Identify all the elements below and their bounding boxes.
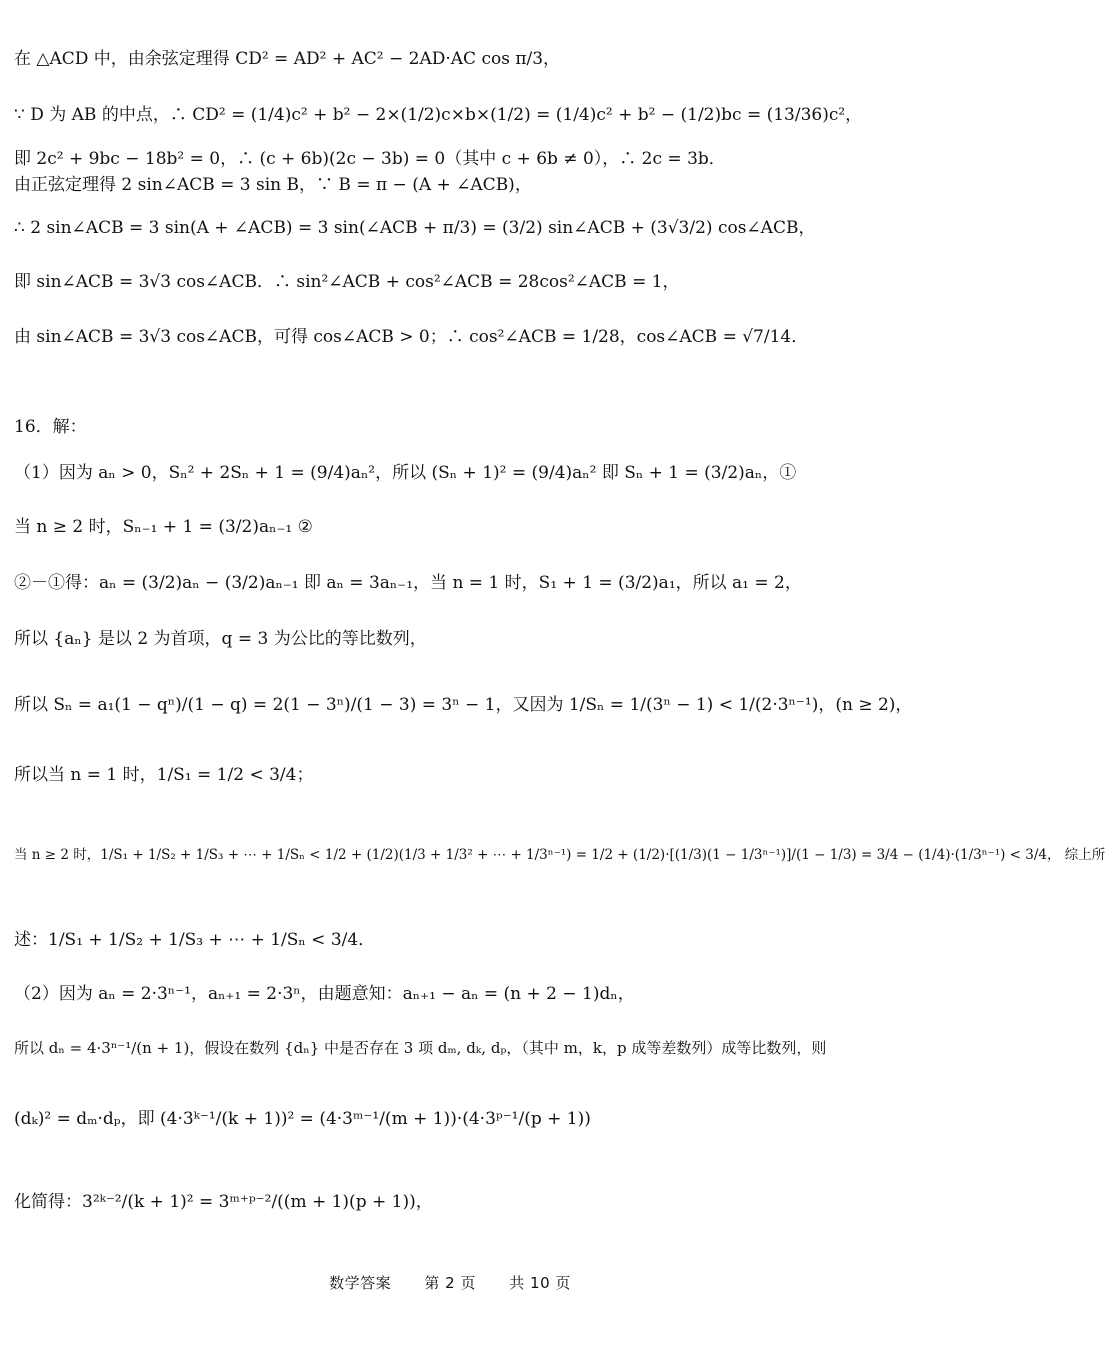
text-line: 即 sin∠ACB = 3√3 cos∠ACB．∴ sin²∠ACB + cos²∠ACB = 28cos²∠ACB = 1， <box>14 272 680 292</box>
page-footer <box>0 1272 900 1293</box>
footer-page-number: 第 2 页 <box>424 1274 476 1292</box>
text-line: 即 2c² + 9bc − 18b² = 0，∴ (c + 6b)(2c − 3b) = 0（其中 c + 6b ≠ 0），∴ 2c = 3b． <box>14 149 726 169</box>
text-line: (dₖ)² = dₘ·dₚ，即 (4·3ᵏ⁻¹/(k + 1))² = (4·3ᵐ⁻¹/(m + 1))·(4·3ᵖ⁻¹/(p + 1)) <box>14 1109 591 1129</box>
text-line: 在 △ACD 中，由余弦定理得 CD² = AD² + AC² − 2AD·AC cos π/3， <box>14 49 561 69</box>
text-line: ∴ 2 sin∠ACB = 3 sin(A + ∠ACB) = 3 sin(∠ACB + π/3) = (3/2) sin∠ACB + (3√3/2) cos∠ACB， <box>14 218 816 238</box>
text-line: 述：1/S₁ + 1/S₂ + 1/S₃ + ⋯ + 1/Sₙ < 3/4． <box>14 930 376 950</box>
text-line: ②－①得：aₙ = (3/2)aₙ − (3/2)aₙ₋₁ 即 aₙ = 3aₙ₋₁，当 n = 1 时，S₁ + 1 = (3/2)a₁，所以 a₁ = 2， <box>14 573 802 593</box>
text-line: 由正弦定理得 2 sin∠ACB = 3 sin B，∵ B = π − (A + ∠ACB)， <box>14 175 532 195</box>
text-line: 所以 {aₙ} 是以 2 为首项，q = 3 为公比的等比数列， <box>14 629 427 649</box>
text-line: 化简得：3²ᵏ⁻²/(k + 1)² = 3ᵐ⁺ᵖ⁻²/((m + 1)(p + 1))， <box>14 1192 433 1212</box>
text-line: （1）因为 aₙ > 0，Sₙ² + 2Sₙ + 1 = (9/4)aₙ²，所以 (Sₙ + 1)² = (9/4)aₙ² 即 Sₙ + 1 = (3/2)aₙ，① <box>14 463 797 483</box>
footer-subject: 数学答案 <box>329 1274 392 1292</box>
section-heading: 16．解： <box>14 417 87 437</box>
text-line: 当 n ≥ 2 时，1/S₁ + 1/S₂ + 1/S₃ + ⋯ + 1/Sₙ < 1/2 + (1/2)(1/3 + 1/3² + ⋯ + 1/3ⁿ⁻¹) = 1/2 + (1/2)·[(1/3)(1 − 1/3ⁿ⁻¹)]/(1 − 1/3) = 3/4 − (1/4)·(1/3ⁿ⁻¹) < 3/4， 综上所 <box>14 847 1105 863</box>
text-line: 当 n ≥ 2 时，Sₙ₋₁ + 1 = (3/2)aₙ₋₁ ② <box>14 517 313 537</box>
text-line: （2）因为 aₙ = 2·3ⁿ⁻¹，aₙ₊₁ = 2·3ⁿ，由题意知：aₙ₊₁ − aₙ = (n + 2 − 1)dₙ， <box>14 984 635 1004</box>
text-line: 所以当 n = 1 时，1/S₁ = 1/2 < 3/4； <box>14 765 314 785</box>
text-line: 所以 dₙ = 4·3ⁿ⁻¹/(n + 1)，假设在数列 {dₙ} 中是否存在 3 项 dₘ, dₖ, dₚ，（其中 m，k，p 成等差数列）成等比数列，则 <box>14 1039 827 1057</box>
text-line: 由 sin∠ACB = 3√3 cos∠ACB，可得 cos∠ACB > 0；∴ cos²∠ACB = 1/28，cos∠ACB = √7/14． <box>14 327 809 347</box>
text-line: ∵ D 为 AB 的中点，∴ CD² = (1/4)c² + b² − 2×(1/2)c×b×(1/2) = (1/4)c² + b² − (1/2)bc = (13/36)c²， <box>14 105 863 125</box>
text-line: 所以 Sₙ = a₁(1 − qⁿ)/(1 − q) = 2(1 − 3ⁿ)/(1 − 3) = 3ⁿ − 1，又因为 1/Sₙ = 1/(3ⁿ − 1) < 1/(2·3ⁿ⁻¹)，(n ≥ 2)， <box>14 695 913 715</box>
footer-total-pages: 共 10 页 <box>509 1274 571 1292</box>
